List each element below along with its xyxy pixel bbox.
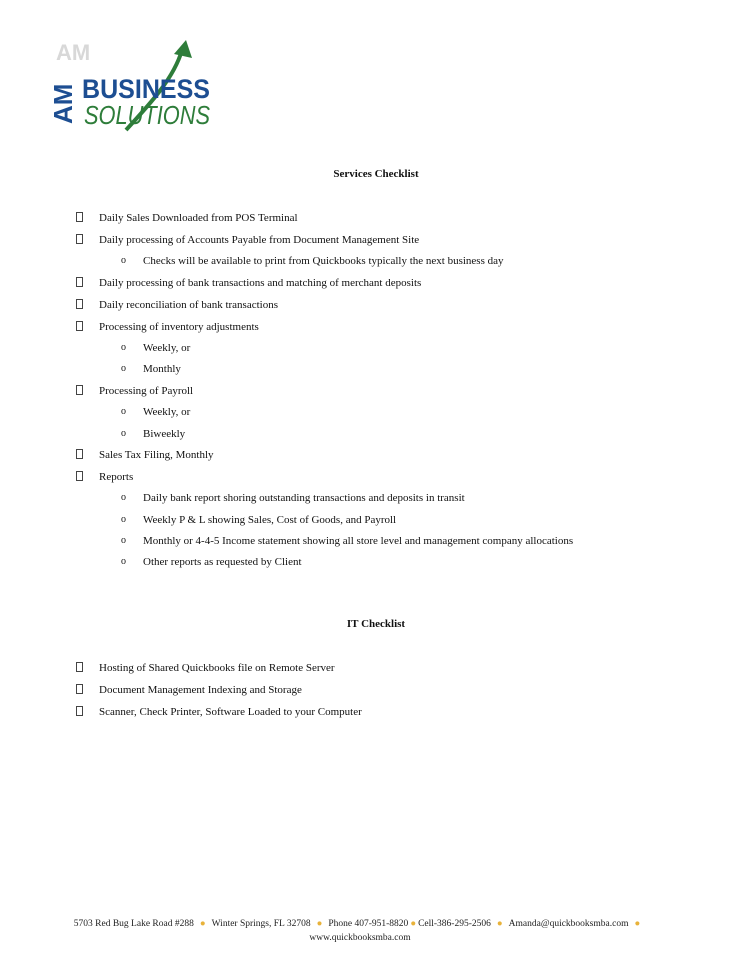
footer-website[interactable]: www.quickbooksmba.com (309, 933, 411, 943)
logo-business: BUSINESS (82, 74, 210, 104)
checklist-subitem-label: Monthly or 4-4-5 Income statement showing all store level and management company allocations (143, 535, 574, 547)
checkbox-icon (76, 234, 83, 244)
footer-contact-line (0, 918, 720, 931)
checklist-item-label: Reports (99, 471, 134, 483)
checklist-item-label: Document Management Indexing and Storage (99, 684, 302, 696)
checklist-subitem-label: Monthly (143, 363, 181, 375)
separator-icon: ● (634, 919, 641, 929)
logo-solutions: SOLUTIONS (84, 100, 211, 130)
checklist-item-label: Sales Tax Filing, Monthly (99, 449, 214, 461)
checklist-item-label: Daily Sales Downloaded from POS Terminal (99, 212, 298, 224)
logo-am: AM (48, 83, 78, 124)
checklist-subitem-label: Daily bank report shoring outstanding transactions and deposits in transit (143, 492, 465, 504)
checkbox-icon (76, 385, 83, 395)
checkbox-icon (76, 277, 83, 287)
footer-website-line (0, 932, 720, 945)
services-checklist-title: Services Checklist (333, 168, 419, 180)
checkbox-icon (76, 321, 83, 331)
separator-icon: ● (316, 919, 323, 929)
checkbox-icon (76, 212, 83, 222)
separator-icon: ● (410, 919, 417, 929)
checklist-item-label: Processing of Payroll (99, 385, 194, 397)
checkbox-icon (76, 684, 83, 694)
logo-shadow-text: AM (56, 40, 91, 65)
checklist-subitem-label: Weekly, or (143, 342, 191, 354)
sub-bullet-icon: o (121, 342, 126, 353)
sub-bullet-icon: o (121, 514, 126, 525)
checklist-item-label: Daily processing of bank transactions and matching of merchant deposits (99, 277, 422, 289)
sub-bullet-icon: o (121, 492, 126, 503)
checklist-item-label: Hosting of Shared Quickbooks file on Remote Server (99, 662, 335, 674)
sub-bullet-icon: o (121, 428, 126, 439)
checklist-subitem-label: Checks will be available to print from Quickbooks typically the next business day (143, 255, 504, 267)
checklist-item-label: Daily processing of Accounts Payable from Document Management Site (99, 234, 420, 246)
checkbox-icon (76, 662, 83, 672)
footer-city: Winter Springs, FL 32708 (211, 919, 311, 929)
company-logo (48, 38, 214, 134)
sub-bullet-icon: o (121, 406, 126, 417)
checklist-item-label: Daily reconciliation of bank transactions (99, 299, 278, 311)
checkbox-icon (76, 471, 83, 481)
footer-email[interactable]: Amanda@quickbooksmba.com (508, 919, 629, 929)
footer-cell: Cell-386-295-2506 (418, 919, 491, 929)
footer-phone: Phone 407-951-8820 (328, 919, 409, 929)
sub-bullet-icon: o (121, 255, 126, 266)
checklist-subitem-label: Weekly, or (143, 406, 191, 418)
separator-icon: ● (496, 919, 503, 929)
sub-bullet-icon: o (121, 363, 126, 374)
logo-graphic (48, 38, 214, 134)
checklist-item-label: Scanner, Check Printer, Software Loaded to your Computer (99, 706, 362, 718)
checklist-subitem-label: Biweekly (143, 428, 186, 440)
footer-address: 5703 Red Bug Lake Road #288 (73, 919, 194, 929)
checkbox-icon (76, 449, 83, 459)
checklist-subitem-label: Weekly P & L showing Sales, Cost of Goods, and Payroll (143, 514, 397, 526)
logo-arrowhead-icon (174, 40, 192, 58)
sub-bullet-icon: o (121, 535, 126, 546)
sub-bullet-icon: o (121, 556, 126, 567)
separator-icon: ● (199, 919, 206, 929)
checkbox-icon (76, 706, 83, 716)
checklist-item-label: Processing of inventory adjustments (99, 321, 259, 333)
it-checklist-title: IT Checklist (346, 618, 406, 630)
checkbox-icon (76, 299, 83, 309)
checklist-subitem-label: Other reports as requested by Client (143, 556, 302, 568)
